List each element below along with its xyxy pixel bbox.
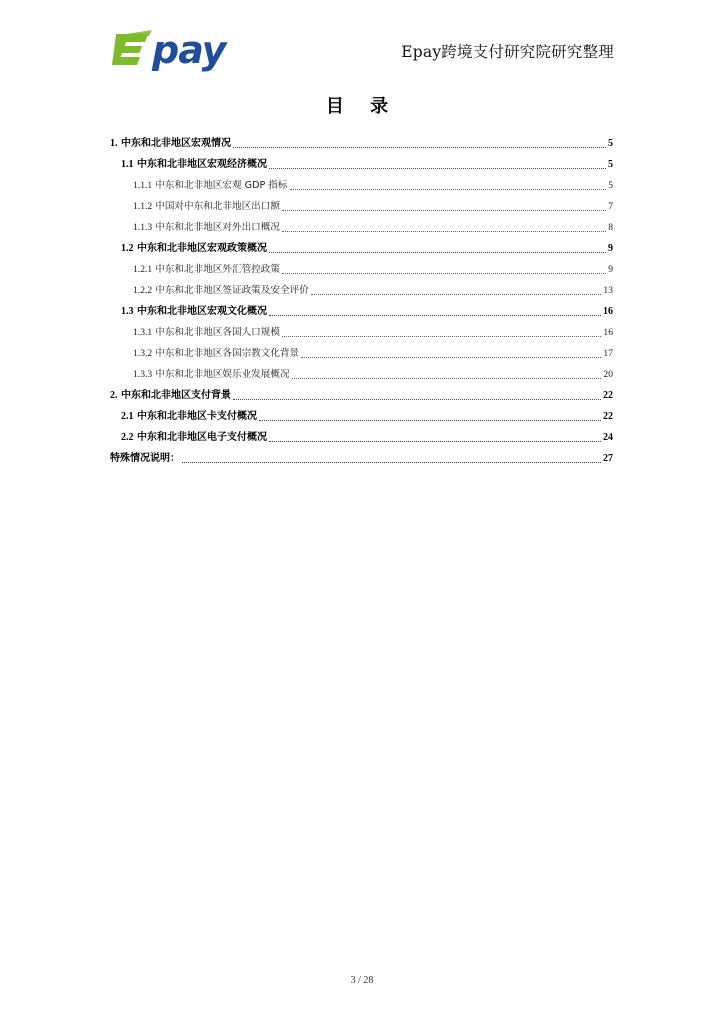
toc-entry-page: 17 <box>603 348 613 359</box>
toc-entry-number: 1.2 <box>121 243 134 254</box>
epay-logo-graphic <box>112 22 264 74</box>
toc-dot-leader <box>233 398 601 400</box>
toc-dot-leader <box>282 209 606 211</box>
toc-entry-1[interactable] <box>110 130 613 151</box>
toc-entry-page: 24 <box>603 432 613 443</box>
toc-entry-page: 20 <box>603 369 613 380</box>
toc-entry-number: 1.3.1 <box>133 327 153 338</box>
epay-logo <box>112 22 264 78</box>
toc-entry-number: 1.3 <box>121 306 134 317</box>
toc-entry-title: 中东和北非地区各国人口规模 <box>155 327 280 338</box>
toc-entry-title: 中东和北非地区各国宗教文化背景 <box>155 348 300 359</box>
toc-dot-leader <box>282 335 601 337</box>
toc-entry-title: 中东和北非地区外汇管控政策 <box>155 264 280 275</box>
svg-text:pay: pay <box>152 28 226 72</box>
toc-dot-leader <box>301 356 601 358</box>
toc-dot-leader <box>233 146 606 148</box>
toc-entry-page: 13 <box>603 285 613 296</box>
toc-dot-leader <box>182 461 601 463</box>
toc-entry-1-3[interactable] <box>110 298 613 319</box>
toc-dot-leader <box>259 419 601 421</box>
toc-entry-1-3-2[interactable] <box>110 340 613 361</box>
toc-entry-title: 中东和北非地区卡支付概况 <box>136 411 257 422</box>
toc-entry-title: 中东和北非地区宏观文化概况 <box>136 306 267 317</box>
toc-entry-number: 1.3.2 <box>133 348 153 359</box>
toc-entry-page: 16 <box>603 327 613 338</box>
toc-entry-title: 中东和北非地区娱乐业发展概况 <box>155 369 290 380</box>
toc-dot-leader <box>269 251 606 253</box>
toc-entry-page: 27 <box>603 453 613 464</box>
toc-entry-1-1-3[interactable] <box>110 214 613 235</box>
toc-dot-leader <box>292 377 602 379</box>
page-number-footer: 3 / 28 <box>350 975 374 986</box>
toc-entry-page: 9 <box>608 243 613 254</box>
toc-entry-1-1[interactable] <box>110 151 613 172</box>
toc-entry-page: 5 <box>608 159 613 170</box>
toc-entry-1-2-1[interactable] <box>110 256 613 277</box>
toc-dot-leader <box>282 230 606 232</box>
toc-entry-title: 中国对中东和北非地区出口额 <box>155 201 280 212</box>
toc-entry-title: 中东和北非地区宏观政策概况 <box>136 243 267 254</box>
toc-entry-page: 5 <box>608 138 613 149</box>
toc-entry-page: 8 <box>608 222 613 233</box>
toc-entry-number: 2. <box>110 390 118 401</box>
toc-entry-title: 中东和北非地区对外出口概况 <box>155 222 280 233</box>
toc-entry-title: 中东和北非地区宏观情况 <box>120 138 231 149</box>
toc-entry-1-2-2[interactable] <box>110 277 613 298</box>
toc-entry-1-3-1[interactable] <box>110 319 613 340</box>
toc-dot-leader <box>269 167 606 169</box>
toc-entry-number: 2.1 <box>121 411 134 422</box>
toc-entry-title: 特殊情况说明： <box>110 453 180 464</box>
toc-entry-page: 22 <box>603 390 613 401</box>
toc-entry-page: 16 <box>603 306 613 317</box>
toc-entry-1-3-3[interactable] <box>110 361 613 382</box>
toc-entry-title: 中东和北非地区支付背景 <box>120 390 231 401</box>
toc-entry-2[interactable] <box>110 382 613 403</box>
toc-entry-number: 1.2.1 <box>133 264 153 275</box>
toc-entry-2-2[interactable] <box>110 424 613 445</box>
toc-entry-title: 中东和北非地区签证政策及安全评价 <box>155 285 309 296</box>
toc-entry-number: 1.1.1 <box>133 180 153 191</box>
toc-entry-1-2[interactable] <box>110 235 613 256</box>
toc-dot-leader <box>269 314 601 316</box>
toc-entry-1-1-1[interactable] <box>110 172 613 193</box>
toc-heading: 目 录 <box>325 96 399 117</box>
toc-entry-special-notes[interactable] <box>110 445 613 466</box>
toc-dot-leader <box>282 272 606 274</box>
toc-entry-number: 1.3.3 <box>133 369 153 380</box>
toc-entry-title: 中东和北非地区宏观 GDP 指标 <box>155 180 288 191</box>
toc-entry-number: 2.2 <box>121 432 134 443</box>
toc-entry-title: 中东和北非地区电子支付概况 <box>136 432 267 443</box>
toc-entry-number: 1.1 <box>121 159 134 170</box>
toc-entry-number: 1.2.2 <box>133 285 153 296</box>
toc-entry-page: 22 <box>603 411 613 422</box>
table-of-contents <box>110 130 613 466</box>
toc-entry-number: 1.1.2 <box>133 201 153 212</box>
toc-dot-leader <box>311 293 602 295</box>
toc-dot-leader <box>290 188 607 190</box>
toc-entry-page: 7 <box>608 201 613 212</box>
toc-entry-page: 5 <box>608 180 613 191</box>
toc-entry-title: 中东和北非地区宏观经济概况 <box>136 159 267 170</box>
toc-entry-number: 1. <box>110 138 118 149</box>
toc-entry-1-1-2[interactable] <box>110 193 613 214</box>
toc-entry-number: 1.1.3 <box>133 222 153 233</box>
toc-dot-leader <box>269 440 601 442</box>
header-title: Epay跨境支付研究院研究整理 <box>401 43 614 61</box>
toc-entry-2-1[interactable] <box>110 403 613 424</box>
toc-entry-page: 9 <box>608 264 613 275</box>
